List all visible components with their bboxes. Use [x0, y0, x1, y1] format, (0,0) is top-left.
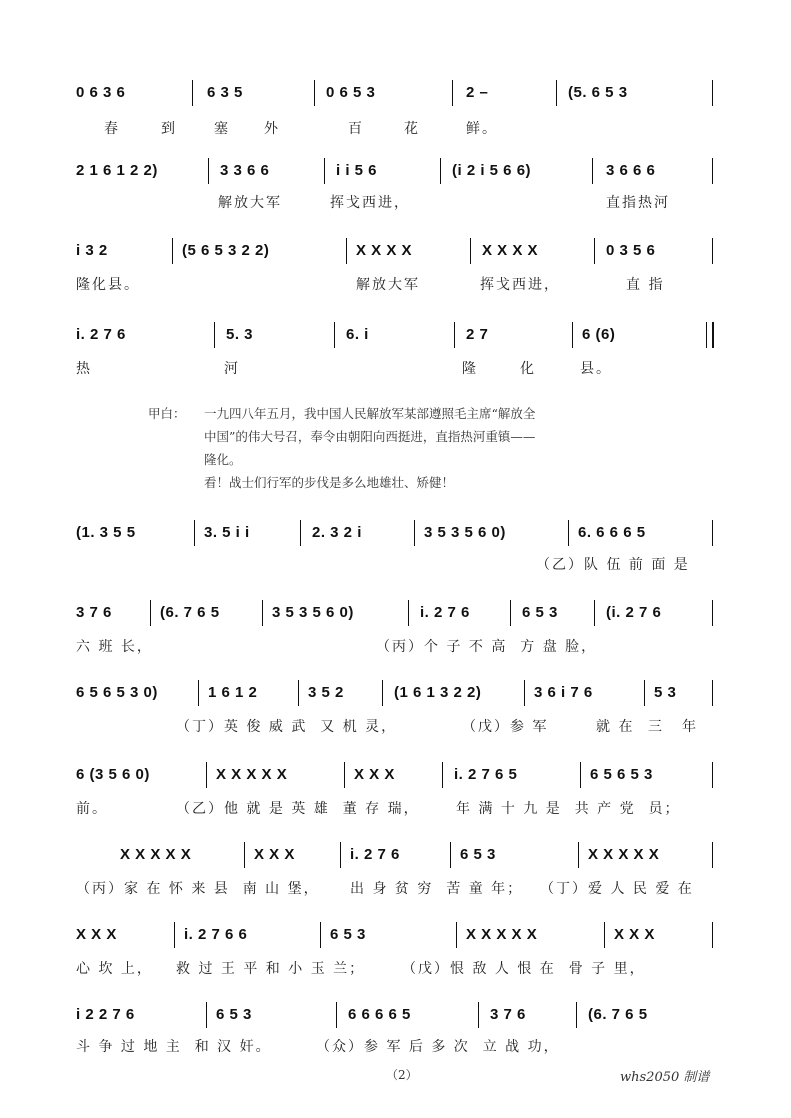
measure: 5. 3 — [226, 326, 254, 343]
barline — [298, 680, 299, 706]
notation-row-7 — [0, 684, 791, 714]
barline — [172, 238, 173, 264]
measure: 3 5 3 5 6 0) — [272, 604, 354, 621]
lyric-row-5 — [0, 554, 791, 576]
measure: i i 5 6 — [336, 162, 378, 179]
barline — [344, 762, 345, 788]
notation-row-10 — [0, 926, 791, 956]
lyric-phrase: （丙）家 在 怀 来 县 南 山 堡， — [76, 881, 320, 897]
lyric-phrase: （丙）个 子 不 高 方 盘 脸， — [376, 639, 598, 655]
barline — [568, 520, 569, 546]
barline — [572, 322, 573, 348]
barline — [712, 158, 713, 184]
lyric-phrase: 年 — [682, 719, 698, 735]
measure: i. 2 7 6 5 — [454, 766, 518, 783]
lyric-syllable: 到 — [161, 121, 177, 137]
measure: (1. 3 5 5 — [76, 524, 136, 541]
measure: 2 – — [466, 84, 489, 101]
lyric-phrase: 斗 争 过 地 主 和 汉 奸。 — [76, 1039, 272, 1055]
lyric-syllable: 外 — [264, 121, 280, 137]
barline — [712, 680, 713, 706]
barline — [470, 238, 471, 264]
measure: 6 (3 5 6 0) — [76, 766, 150, 783]
measure: 5 3 — [654, 684, 677, 701]
barline — [194, 520, 195, 546]
measure: 6 5 3 — [216, 1006, 252, 1023]
lyric-phrase: 隆化县。 — [76, 277, 140, 293]
lyric-syllable: 鲜。 — [466, 121, 498, 137]
barline — [262, 600, 263, 626]
barline — [320, 922, 321, 948]
notation-row-1 — [0, 84, 791, 114]
measure: X X X X X — [466, 926, 538, 943]
lyric-phrase: 就 在 — [596, 719, 635, 735]
lyric-row-8 — [0, 798, 791, 820]
lyric-row-10 — [0, 958, 791, 980]
narration-line: 看！战士们行军的步伐是多么地雄壮、矫健！ — [204, 475, 455, 490]
lyric-syllable: 塞 — [214, 121, 230, 137]
lyric-phrase: 年 满 十 九 是 共 产 党 员； — [456, 801, 681, 817]
lyric-syllable: 隆 — [462, 361, 478, 377]
measure: 0 6 5 3 — [326, 84, 376, 101]
measure: X X X X — [356, 242, 413, 259]
barline — [334, 322, 335, 348]
measure: X X X X X — [588, 846, 660, 863]
barline — [712, 842, 713, 868]
measure: X X X X — [482, 242, 539, 259]
measure: 3 7 6 — [490, 1006, 526, 1023]
measure: 0 6 3 6 — [76, 84, 126, 101]
barline — [712, 762, 713, 788]
lyric-syllable: 春 — [104, 121, 120, 137]
measure: X X X — [614, 926, 655, 943]
measure: (i 2 i 5 6 6) — [452, 162, 532, 179]
measure: (1 6 1 3 2 2) — [394, 684, 482, 701]
barline — [300, 520, 301, 546]
narration-line: 隆化。 — [204, 452, 242, 467]
lyric-phrase: 解放大军 — [356, 277, 420, 293]
lyric-row-7 — [0, 716, 791, 738]
lyric-phrase: （丁）爱 人 民 爱 在 — [540, 881, 694, 897]
barline — [556, 80, 557, 106]
lyric-syllable: 河 — [224, 361, 240, 377]
barline — [706, 322, 707, 348]
measure: i. 2 7 6 — [350, 846, 400, 863]
measure: X X X — [76, 926, 117, 943]
barline — [214, 322, 215, 348]
barline — [576, 1002, 577, 1028]
lyric-row-6 — [0, 636, 791, 658]
barline — [604, 922, 605, 948]
measure: 6 5 3 — [330, 926, 366, 943]
barline — [450, 842, 451, 868]
lyric-phrase: （戊）参 军 — [462, 719, 549, 735]
measure: 3 3 6 6 — [220, 162, 270, 179]
barline — [198, 680, 199, 706]
measure: 6 (6) — [582, 326, 616, 343]
barline — [592, 158, 593, 184]
measure: X X X — [354, 766, 395, 783]
barline — [314, 80, 315, 106]
measure: (i. 2 7 6 — [606, 604, 662, 621]
barline — [456, 922, 457, 948]
measure: (6. 7 6 5 — [160, 604, 220, 621]
barline — [524, 680, 525, 706]
measure: (5 6 5 3 2 2) — [182, 242, 270, 259]
measure: (5. 6 5 3 — [568, 84, 628, 101]
measure: 6 5 3 — [460, 846, 496, 863]
barline — [336, 1002, 337, 1028]
measure: 1 6 1 2 — [208, 684, 258, 701]
barline — [594, 238, 595, 264]
barline — [382, 680, 383, 706]
measure: X X X X X — [216, 766, 288, 783]
lyric-phrase: （乙）他 就 是 英 雄 董 存 瑞， — [176, 801, 420, 817]
barline — [644, 680, 645, 706]
notation-row-3 — [0, 242, 791, 272]
measure: 3 6 6 6 — [606, 162, 656, 179]
measure: (6. 7 6 5 — [588, 1006, 648, 1023]
notation-row-2 — [0, 162, 791, 192]
lyric-phrase: （戊）恨 敌 人 恨 在 骨 子 里， — [402, 961, 646, 977]
barline — [206, 762, 207, 788]
barline — [712, 520, 713, 546]
notation-row-4 — [0, 326, 791, 356]
barline — [206, 1002, 207, 1028]
notation-row-5 — [0, 524, 791, 554]
lyric-row-11 — [0, 1036, 791, 1058]
measure: 3 7 6 — [76, 604, 112, 621]
lyric-row-4 — [0, 358, 791, 380]
measure: 2 7 — [466, 326, 489, 343]
barline — [346, 238, 347, 264]
lyric-phrase: 救 过 王 平 和 小 玉 兰； — [176, 961, 366, 977]
measure: 3 6 i 7 6 — [534, 684, 593, 701]
measure: 6 5 3 — [522, 604, 558, 621]
measure: i 3 2 — [76, 242, 108, 259]
measure: i 2 2 7 6 — [76, 1006, 135, 1023]
lyric-row-3 — [0, 274, 791, 296]
lyric-row-9 — [0, 878, 791, 900]
barline — [510, 600, 511, 626]
notation-row-11 — [0, 1006, 791, 1036]
measure: 3 5 3 5 6 0) — [424, 524, 506, 541]
measure: X X X X X — [120, 846, 192, 863]
measure: i. 2 7 6 — [76, 326, 126, 343]
lyric-phrase: 心 坎 上， — [76, 961, 153, 977]
lyric-phrase: 挥戈西进， — [480, 277, 560, 293]
measure: 0 3 5 6 — [606, 242, 656, 259]
barline — [208, 158, 209, 184]
measure: 3 5 2 — [308, 684, 344, 701]
measure: i. 2 7 6 6 — [184, 926, 248, 943]
lyric-row-1 — [0, 118, 791, 140]
barline — [594, 600, 595, 626]
lyric-phrase: 挥戈西进， — [330, 195, 410, 211]
narration-line: 中国”的伟大号召，奉令由朝阳向西挺进，直指热河重镇—— — [204, 429, 536, 444]
notation-row-9 — [0, 846, 791, 876]
notation-row-8 — [0, 766, 791, 796]
lyric-syllable: 花 — [404, 121, 420, 137]
measure: 2 1 6 1 2 2) — [76, 162, 158, 179]
lyric-phrase: 解放大军 — [218, 195, 282, 211]
barline — [578, 842, 579, 868]
lyric-syllable: 热 — [76, 361, 92, 377]
lyric-phrase: 直 指 — [626, 277, 665, 293]
barline — [580, 762, 581, 788]
measure: 6 3 5 — [207, 84, 243, 101]
barline — [192, 80, 193, 106]
measure: 6. i — [346, 326, 369, 343]
lyric-phrase: 三 — [648, 719, 664, 735]
barline — [324, 158, 325, 184]
barline — [340, 842, 341, 868]
lyric-phrase: 直指热河 — [606, 195, 670, 211]
measure: 6 5 6 5 3 — [590, 766, 653, 783]
barline — [454, 322, 455, 348]
barline — [440, 158, 441, 184]
page-number: （2） — [386, 1068, 418, 1082]
barline — [712, 80, 713, 106]
measure: i. 2 7 6 — [420, 604, 470, 621]
notation-row-6 — [0, 604, 791, 634]
barline — [174, 922, 175, 948]
narration-label: 甲白： — [148, 406, 186, 421]
lyric-phrase: 前。 — [76, 801, 108, 817]
measure: 6. 6 6 6 5 — [578, 524, 646, 541]
lyric-phrase: （众）参 军 后 多 次 立 战 功， — [316, 1039, 560, 1055]
barline — [712, 238, 713, 264]
barline — [712, 600, 713, 626]
barline — [408, 600, 409, 626]
measure: 6 6 6 6 5 — [348, 1006, 411, 1023]
barline — [150, 600, 151, 626]
barline — [712, 922, 713, 948]
lyric-row-2 — [0, 192, 791, 214]
measure: 2. 3 2 i — [312, 524, 362, 541]
lyric-syllable: 化 — [520, 361, 536, 377]
barline — [452, 80, 453, 106]
barline — [244, 842, 245, 868]
lyric-phrase: （丁）英 俊 威 武 又 机 灵， — [176, 719, 398, 735]
lyric-phrase: 六 班 长， — [76, 639, 153, 655]
barline — [442, 762, 443, 788]
lyric-phrase: （乙）队 伍 前 面 是 — [536, 557, 690, 573]
barline — [478, 1002, 479, 1028]
transcriber-credit: whs2050 制谱 — [620, 1070, 710, 1085]
measure: 3. 5 i i — [204, 524, 250, 541]
measure: X X X — [254, 846, 295, 863]
narration-line: 一九四八年五月，我中国人民解放军某部遵照毛主席“解放全 — [204, 406, 536, 421]
lyric-syllable: 百 — [348, 121, 364, 137]
double-barline — [712, 322, 714, 348]
barline — [414, 520, 415, 546]
lyric-syllable: 县。 — [580, 361, 612, 377]
measure: 6 5 6 5 3 0) — [76, 684, 158, 701]
lyric-phrase: 出 身 贫 穷 苦 童 年； — [350, 881, 524, 897]
